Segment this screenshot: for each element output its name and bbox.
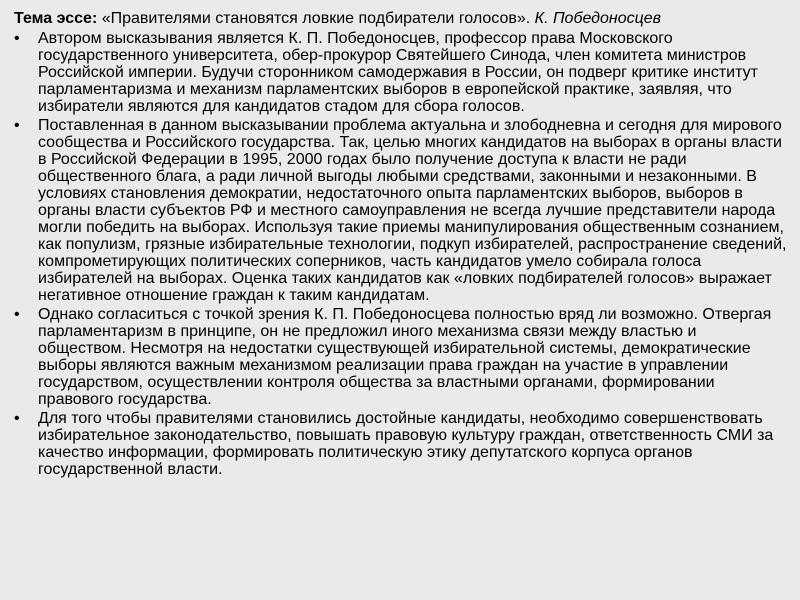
paragraph-text: Автором высказывания является К. П. Победоносцев, профессор права Московского государственного университета, обер-прокурор Святейшего Синода, член комитета министров Российской империи. Будучи сторонником самодержавия в России, он подверг критике институт парламентаризма и механизм парламентских выборов в европейской практике, заявляя, что избиратели являются для кандидатов стадом для сбора голосов. [38,30,758,115]
bullet-icon: • [14,30,20,47]
bullet-icon: • [14,410,20,427]
bullet-icon: • [14,117,20,134]
paragraph-list [14,30,788,478]
bullet-icon: • [14,306,20,323]
title-label: Тема эссе: [14,10,98,27]
list-item [14,306,788,408]
title-quote: «Правителями становятся ловкие подбиратели голосов». [101,10,531,27]
paragraph-text: Для того чтобы правителями становились достойные кандидаты, необходимо совершенствовать избирательное законодательство, повышать правовую культуру граждан, ответственность СМИ за качество информации, формировать политическую этику депутатского корпуса органов государственной власти. [38,410,774,478]
paragraph-text: Поставленная в данном высказывании проблема актуальна и злободневна и сегодня для мирового сообщества и Российского государства. Так, целью многих кандидатов на выборах в органы власти в Российской Федерации в 1995, 2000 годах было получение доступа к власти не ради общественного блага, а ради личной выгоды любыми средствами, законными и незаконными. В условиях становления демократии, недостаточного опыта парламентских выборов, выборов в органы власти субъектов РФ и местного самоуправления не всегда лучшие представители народа могли победить на выборах. Используя такие приемы манипулирования общественным сознанием, как популизм, грязные избирательные технологии, подкуп избирателей, распространение сведений, компрометирующих политических соперников, часть кандидатов умело собирала голоса избирателей на выборах. Оценка таких кандидатов как «ловких подбирателей голосов» выражает негативное отношение граждан к таким кандидатам. [38,117,787,304]
list-item [14,30,788,115]
essay-title [14,10,788,28]
title-author: К. Победоносцев [534,10,662,27]
list-item [14,410,788,478]
paragraph-text: Однако согласиться с точкой зрения К. П. Победоносцева полностью вряд ли возможно. Отвергая парламентаризм в принципе, он не предложил иного механизма связи между властью и обществом. Несмотря на недостатки существующей избирательной системы, демократические выборы являются важным механизмом реализации права граждан на участие в управлении государством, осуществлении контроля общества за властными органами, формировании правового государства. [38,306,772,408]
list-item [14,117,788,304]
